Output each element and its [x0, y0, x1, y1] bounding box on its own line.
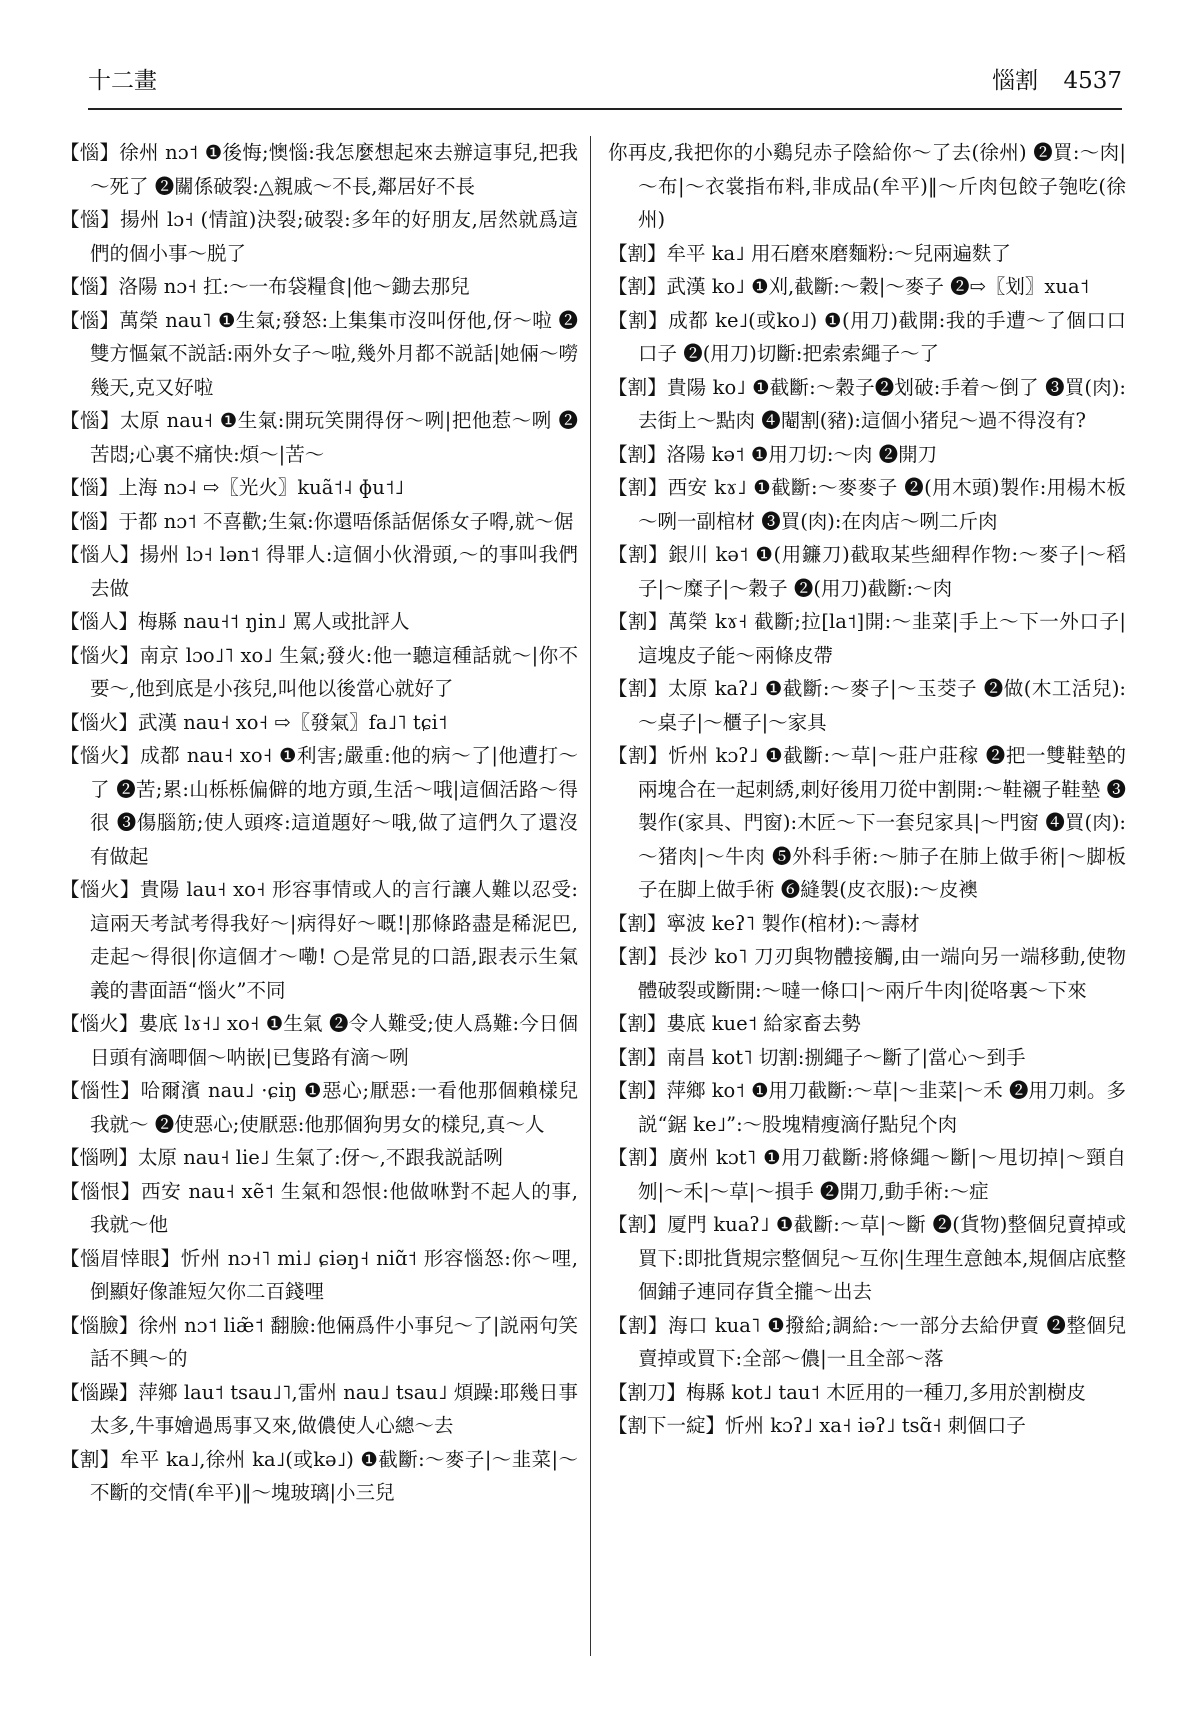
column-divider	[590, 136, 591, 1656]
page-number: 4537	[1063, 68, 1122, 94]
dictionary-entry: 【割】武漢 ko˩ ❶刈,截斷:～穀|～麥子 ❷⇨〖划〗xua˦	[608, 275, 1090, 298]
dictionary-entry: 【割】寧波 keʔ˥ 製作(棺材):～壽材	[608, 911, 920, 935]
right-column	[608, 136, 1126, 1443]
left-column	[60, 136, 578, 1510]
running-head	[974, 62, 1122, 95]
dictionary-entry: 【惱火】貴陽 lau˧ xo˧ 形容事情或人的言行讓人難以忍受:這兩天考試考得我好～|病得好～嘅!|那條路盡是稀泥巴,走起～得很|你這個才～嘞! ○是常見的口語,跟表示生氣義的書面語“惱火”不同	[60, 878, 578, 1002]
dictionary-entry: 【割】洛陽 kə˦ ❶用刀切:～肉 ❷開刀	[608, 442, 938, 466]
dictionary-entry: 【惱人】梅縣 nau˧˦ ŋin˩ 罵人或批評人	[60, 610, 410, 633]
dictionary-entry: 【割】厦門 kuaʔ˩ ❶截斷:～草|～斷 ❷(貨物)整個兒賣掉或買下:即批貨規宗整個兒～互你|生理生意蝕本,規個店底整個鋪子連同存貨全攏～出去	[608, 1213, 1126, 1303]
header-rule	[88, 108, 1122, 110]
dictionary-entry: 【惱】太原 nau˧ ❶生氣:開玩笑開得伢～咧|把他惹～咧 ❷苦悶;心裏不痛快:煩～|苦～	[60, 409, 578, 466]
dictionary-entry: 【惱躁】萍鄉 lau˦ tsau˩˥,雷州 nau˩ tsau˩ 煩躁:耶幾日事太多,牛事嬒過馬事又來,做儂使人心總～去	[60, 1380, 578, 1437]
dictionary-entry: 【割】太原 kaʔ˩ ❶截斷:～麥子|～玉茭子 ❷做(木工活兒):～桌子|～櫃子|～家具	[608, 677, 1126, 734]
dictionary-entry: 【惱】上海 nɔ˨ ⇨〖光火〗kuã˦˨ ɸu˦˩	[60, 476, 405, 499]
dictionary-entry: 【割下一綻】忻州 kɔʔ˩ xa˧ iəʔ˩ tsɑ̃˧ 刺個口子	[608, 1414, 1026, 1437]
dictionary-entry: 【惱性】哈爾濱 nau˩ ·ɕiŋ ❶惡心;厭惡:一看他那個賴樣兒我就～ ❷使惡心;使厭惡:他那個狗男女的樣兒,真～人	[60, 1079, 578, 1136]
dictionary-entry: 【割】廣州 kɔt˥ ❶用刀截斷:將條繩～斷|～甩切掉|～頸自刎|～禾|～草|～損手 ❷開刀,動手術:～症	[608, 1146, 1126, 1203]
dictionary-entry: 【惱火】婁底 lɤ˧˩ xo˧ ❶生氣 ❷令人難受;使人爲難:今日個日頭有滴唧個～呐嵌|已隻路有滴～咧	[60, 1012, 578, 1069]
dictionary-entry: 【惱火】武漢 nau˧ xo˧ ⇨〖發氣〗fa˩˥ tɕi˦	[60, 710, 448, 734]
dictionary-entry: 【割】萬榮 kɤ˧ 截斷;拉[la˦]開:～韭菜|手上～下一外口子|這塊皮子能～兩條皮帶	[608, 610, 1126, 667]
page-header	[88, 62, 1122, 102]
dictionary-entry: 【惱】徐州 nɔ˦ ❶後悔;懊惱:我怎麼想起來去辦這事兒,把我～死了 ❷關係破裂:△親戚～不長,鄰居好不長	[60, 141, 578, 198]
dictionary-entry: 【惱恨】西安 nau˧ xẽ˦ 生氣和怨恨:他做咻對不起人的事,我就～他	[60, 1179, 578, 1236]
dictionary-entry: 【割】忻州 kɔʔ˩ ❶截斷:～草|～莊户莊稼 ❷把一雙鞋墊的兩塊合在一起刺綉,刺好後用刀從中割開:～鞋襯子鞋墊 ❸製作(家具、門窗):木匠～下一套兒家具|～門窗 ❹買(肉):～猪肉|～牛肉 ❺外科手術:～肺子在肺上做手術|～脚板子在脚上做手術 ❻縫製(皮衣服):～皮襖	[608, 744, 1126, 901]
dictionary-entry: 【惱臉】徐州 nɔ˦ liæ̃˦ 翻臉:他倆爲件小事兒～了|説兩句笑話不興～的	[60, 1313, 578, 1370]
dictionary-entry: 【割】南昌 kot˥ 切割:捌繩子～斷了|當心～到手	[608, 1045, 1026, 1069]
dictionary-entry: 【割刀】梅縣 kot˩ tau˦ 木匠用的一種刀,多用於割樹皮	[608, 1380, 1086, 1404]
dictionary-entry: 【惱火】南京 lɔo˩˥ xo˩ 生氣;發火:他一聽這種話就～|你不要～,他到底是小孩兒,叫他以後當心就好了	[60, 643, 578, 700]
dictionary-entry: 【惱】揚州 lɔ˧ (情誼)決裂;破裂:多年的好朋友,居然就爲這們的個小事～脱了	[60, 208, 578, 265]
dictionary-entry: 【割】西安 kɤ˩ ❶截斷:～麥麥子 ❷(用木頭)製作:用楊木板～咧一副棺材 ❸買(肉):在肉店～咧二斤肉	[608, 476, 1126, 533]
dictionary-entry: 【惱】萬榮 nau˥ ❶生氣;發怒:上集集市沒叫伢他,伢～啦 ❷雙方慪氣不説話:兩外女子～啦,幾外月都不説話|她倆～嘮幾天,克又好啦	[60, 308, 578, 399]
dictionary-entry: 【惱火】成都 nau˧ xo˧ ❶利害;嚴重:他的病～了|他遭打～了 ❷苦;累:山栎栎偏僻的地方頭,生活～哦|這個活路～得很 ❸傷腦筋;使人頭疼:這道題好～哦,做了這們久了還沒有做起	[60, 744, 578, 868]
dictionary-entry: 【割】成都 ke˩(或ko˩) ❶(用刀)截開:我的手遭～了個口口口子 ❷(用刀)切斷:把索索繩子～了	[608, 308, 1126, 365]
dictionary-entry: 【惱】于都 nɔ˦ 不喜歡;生氣:你還唔係話倨係女子嘚,就～倨	[60, 509, 574, 533]
dictionary-entry: 【割】牟平 ka˩ 用石磨來磨麵粉:～兒兩遍麩了	[608, 241, 1012, 265]
head-characters: 惱割	[992, 68, 1039, 94]
dictionary-entry: 你再皮,我把你的小鷄兒赤子陰給你～了去(徐州) ❷買:～肉|～布|～衣裳指布料,非成品(牟平)‖～斤肉包餃子匏吃(徐州)	[608, 141, 1126, 231]
dictionary-entry: 【惱咧】太原 nau˧ lie˩ 生氣了:伢～,不跟我説話咧	[60, 1146, 503, 1169]
dictionary-entry: 【割】長沙 ko˥ 刀刃與物體接觸,由一端向另一端移動,使物體破裂或斷開:～噠一條口|～兩斤牛肉|從咯裏～下來	[608, 945, 1126, 1002]
dictionary-entry: 【割】銀川 kə˦ ❶(用鐮刀)截取某些細稈作物:～麥子|～稻子|～糜子|～穀子 ❷(用刀)截斷:～肉	[608, 543, 1126, 600]
dictionary-entry: 【割】貴陽 ko˩ ❶截斷:～穀子❷划破:手着～倒了 ❸買(肉):去街上～點肉 ❹閹割(豬):這個小猪兒～過不得沒有?	[608, 375, 1126, 432]
dictionary-entry: 【割】萍鄉 ko˦ ❶用刀截斷:～草|～韭菜|～禾 ❷用刀刺。多説“鋸 ke˩”:～股塊精瘦滴仔點兒个肉	[608, 1079, 1126, 1136]
dictionary-entry: 【惱人】揚州 lɔ˧ lən˦ 得罪人:這個小伙滑頭,～的事叫我們去做	[60, 543, 578, 600]
dictionary-entry: 【惱】洛陽 nɔ˧ 扛:～一布袋糧食|他～鋤去那兒	[60, 275, 470, 298]
dictionary-entry: 【惱眉悻眼】忻州 nɔ˧˥ mi˩ ɕiəŋ˧ niɑ̃˦ 形容惱怒:你～哩,倒顯好像誰短欠你二百錢哩	[60, 1246, 578, 1303]
section-label: 十二畫	[88, 68, 157, 94]
dictionary-entry: 【割】海口 kua˥ ❶撥給;調給:～一部分去給伊賣 ❷整個兒賣掉或買下:全部～儂|一且全部～落	[608, 1313, 1126, 1370]
dictionary-entry: 【割】婁底 kue˦ 給家畜去勢	[608, 1012, 861, 1035]
dictionary-entry: 【割】牟平 ka˩,徐州 ka˩(或kə˩) ❶截斷:～麥子|～韭菜|～不斷的交情(牟平)‖～塊玻璃|小三兒	[60, 1447, 578, 1504]
